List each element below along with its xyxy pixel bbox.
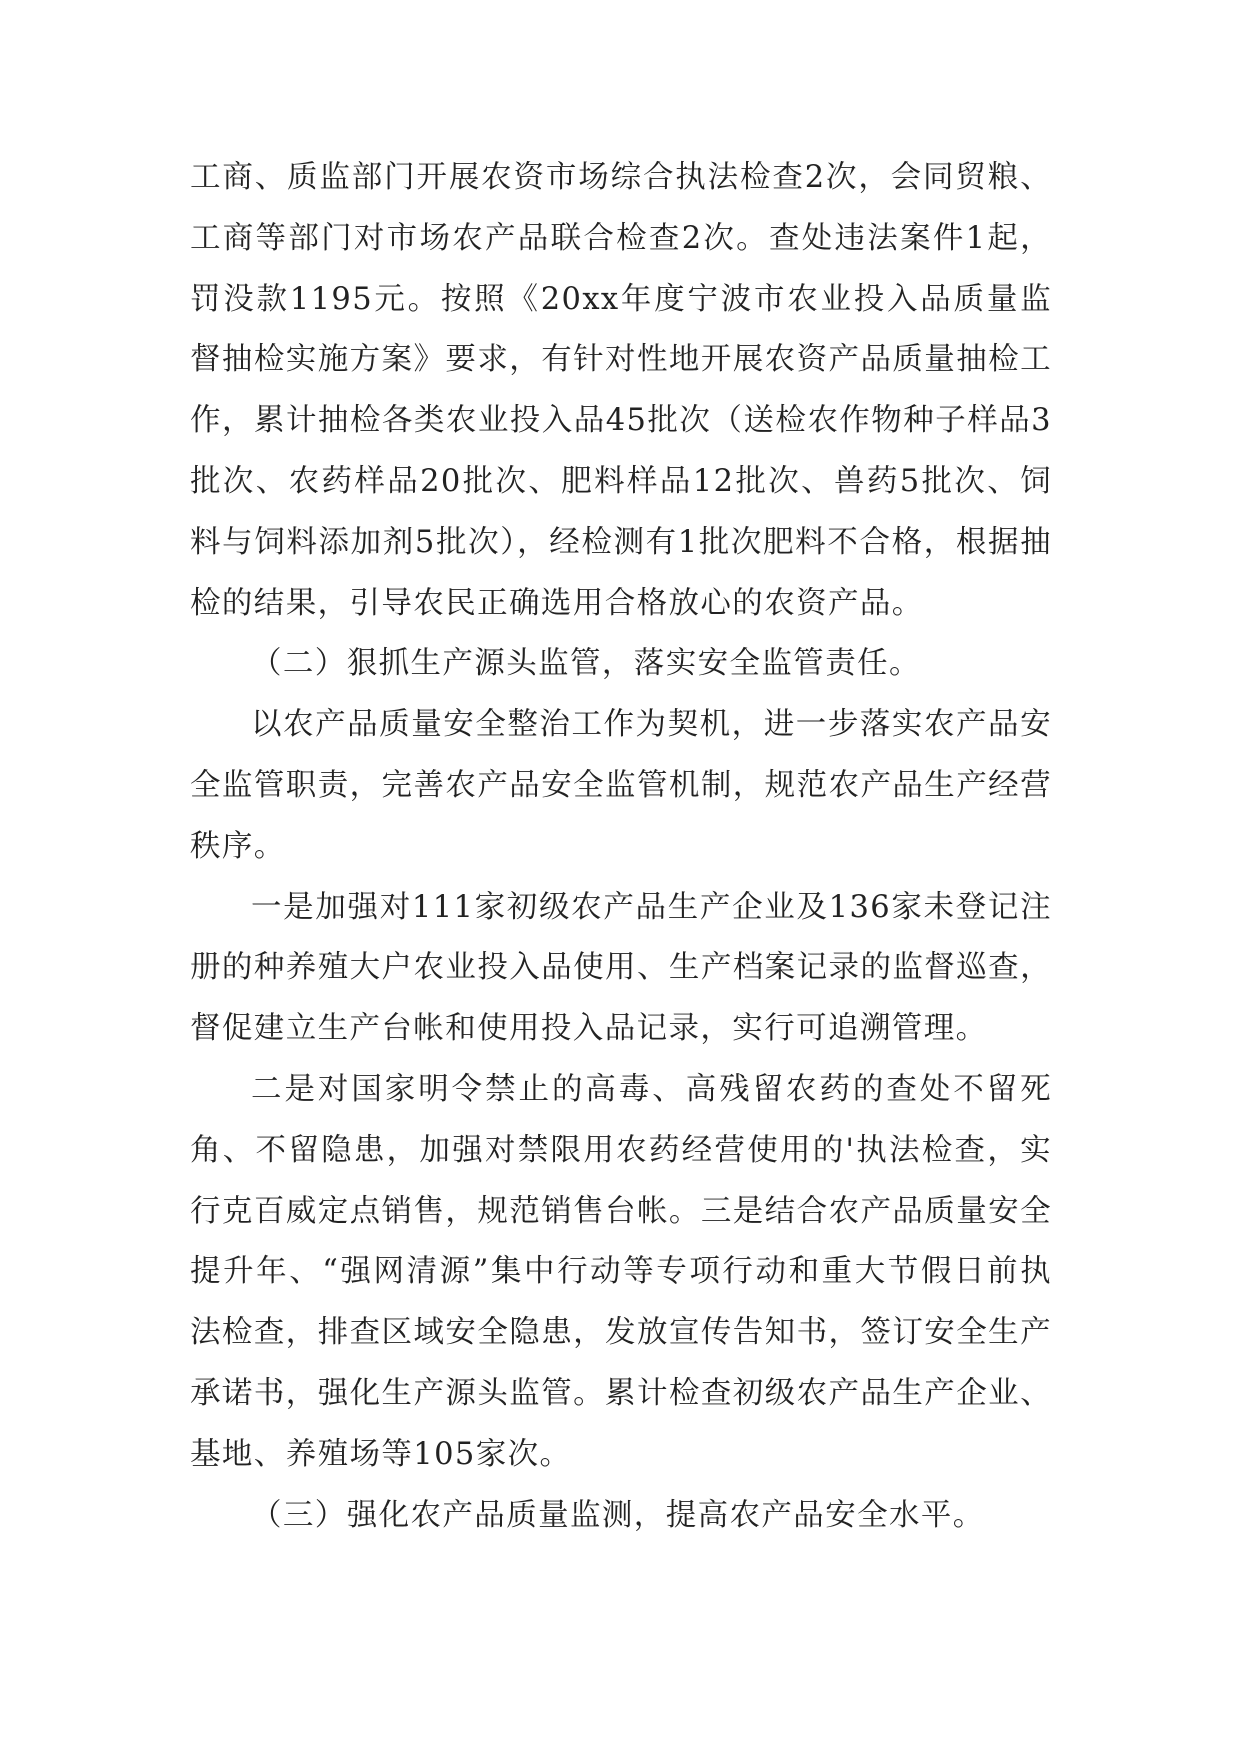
paragraph: 一是加强对111家初级农产品生产企业及136家未登记注册的种养殖大户农业投入品使用、生产档案记录的监督巡查，督促建立生产台帐和使用投入品记录，实行可追溯管理。 bbox=[190, 889, 1052, 1047]
document-body bbox=[190, 148, 1052, 1546]
paragraph: 以农产品质量安全整治工作为契机，进一步落实农产品安全监管职责，完善农产品安全监管机制，规范农产品生产经营秩序。 bbox=[190, 707, 1052, 864]
section-heading-3: （三）强化农产品质量监测，提高农产品安全水平。 bbox=[251, 1497, 985, 1533]
section-heading-2: （二）狠抓生产源头监管，落实安全监管责任。 bbox=[251, 646, 921, 682]
paragraph: 二是对国家明令禁止的高毒、高残留农药的查处不留死角、不留隐患，加强对禁限用农药经营使用的'执法检查，实行克百威定点销售，规范销售台帐。三是结合农产品质量安全提升年、“强网清源”集中行动等专项行动和重大节假日前执法检查，排查区域安全隐患，发放宣传告知书，签订安全生产承诺书，强化生产源头监管。累计检查初级农产品生产企业、基地、养殖场等105家次。 bbox=[190, 1071, 1052, 1472]
paragraph-continued: 工商、质监部门开展农资市场综合执法检查2次，会同贸粮、工商等部门对市场农产品联合检查2次。查处违法案件1起，罚没款1195元。按照《20xx年度宁波市农业投入品质量监督抽检实施方案》要求，有针对性地开展农资产品质量抽检工作，累计抽检各类农业投入品45批次（送检农作物种子样品3批次、农药样品20批次、肥料样品12批次、兽药5批次、饲料与饲料添加剂5批次），经检测有1批次肥料不合格，根据抽检的结果，引导农民正确选用合格放心的农资产品。 bbox=[190, 160, 1052, 621]
